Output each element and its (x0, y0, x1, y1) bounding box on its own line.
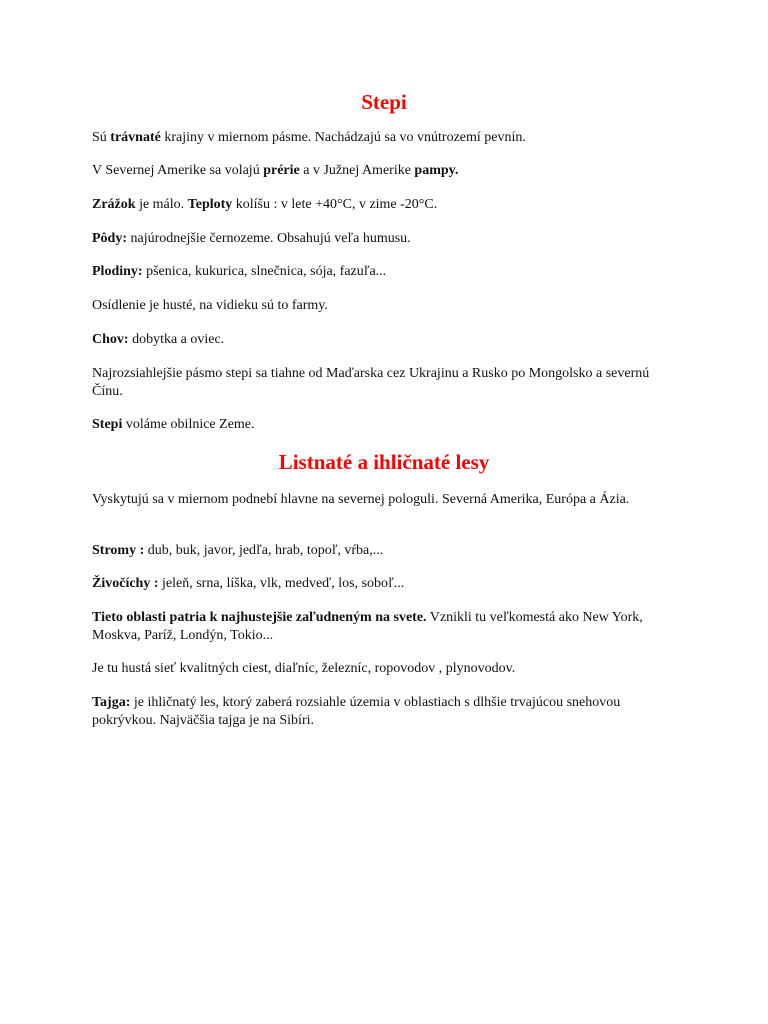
paragraph-14: Je tu hustá sieť kvalitných ciest, diaľníc, železníc, ropovodov , plynovodov. (92, 661, 516, 676)
paragraph-10: Vyskytujú sa v miernom podnebí hlavne na severnej pologuli. Severná Amerika, Európa a Ázia. (92, 492, 630, 507)
paragraph-1: Sú trávnaté krajiny v miernom pásme. Nachádzajú sa vo vnútrozemí pevnín. (92, 130, 526, 145)
heading-stepi: Stepi (361, 90, 407, 114)
paragraph-8: Najrozsiahlejšie pásmo stepi sa tiahne od Maďarska cez Ukrajinu a Rusko po Mongolsko a severnú Čínu. (92, 366, 650, 399)
paragraph-6: Osídlenie je husté, na vidieku sú to farmy. (92, 298, 328, 313)
paragraph-3: Zrážok je málo. Teploty kolíšu : v lete +40°C, v zime -20°C. (92, 197, 438, 212)
paragraph-7: Chov: dobytka a oviec. (92, 332, 225, 347)
paragraph-9: Stepi voláme obilnice Zeme. (92, 417, 255, 432)
paragraph-12: Živočíchy : jeleň, srna, líška, vlk, medveď, los, soboľ... (92, 576, 405, 591)
paragraph-15: Tajga: je ihličnatý les, ktorý zaberá rozsiahle územia v oblastiach s dlhšie trvajúcou snehovou pokrývkou. Najväčšia tajga je na Sibíri. (92, 695, 621, 728)
heading-lesy: Listnaté a ihličnaté lesy (278, 450, 490, 474)
paragraph-13: Tieto oblasti patria k najhustejšie zaľudneným na svete. Vznikli tu veľkomestá ako New York, Moskva, Paríž, Londýn, Tokio... (92, 610, 643, 643)
paragraph-11: Stromy : dub, buk, javor, jedľa, hrab, topoľ, vŕba,... (92, 543, 384, 558)
paragraph-2: V Severnej Amerike sa volajú prérie a v Južnej Amerike pampy. (92, 163, 459, 178)
paragraph-4: Pôdy: najúrodnejšie černozeme. Obsahujú veľa humusu. (92, 231, 411, 246)
paragraph-5: Plodiny: pšenica, kukurica, slnečnica, sója, fazuľa... (92, 264, 387, 279)
